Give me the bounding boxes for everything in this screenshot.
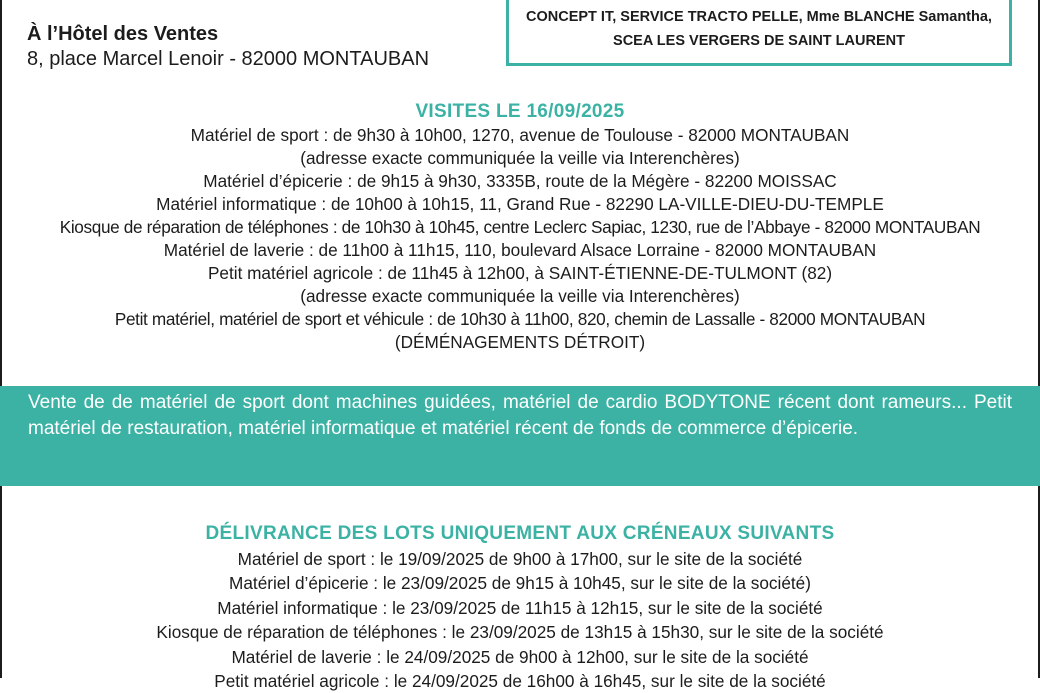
visits-list bbox=[0, 124, 1040, 354]
sale-description-banner bbox=[0, 386, 1040, 486]
visit-line: Kiosque de réparation de téléphones : de 10h30 à 10h45, centre Leclerc Sapiac, 1230, rue de l’Abbaye - 82000 MONTAUBAN bbox=[59, 217, 981, 237]
seller-line bbox=[509, 0, 1009, 5]
delivery-title: DÉLIVRANCE DES LOTS UNIQUEMENT AUX CRÉNEAUX SUIVANTS bbox=[205, 523, 835, 544]
sellers-box bbox=[506, 0, 1012, 66]
seller-line: CONCEPT IT, SERVICE TRACTO PELLE, Mme BLANCHE Samantha, bbox=[526, 8, 992, 25]
visit-line: Petit matériel agricole : de 11h45 à 12h00, à SAINT-ÉTIENNE-DE-TULMONT (82) bbox=[207, 263, 833, 283]
venue-name: À l’Hôtel des Ventes bbox=[27, 23, 219, 45]
visit-line: (adresse exacte communiquée la veille via Interenchères) bbox=[300, 148, 740, 168]
delivery-line: Matériel de sport : le 19/09/2025 de 9h00 à 17h00, sur le site de la société bbox=[237, 549, 803, 569]
delivery-line: Matériel de laverie : le 24/09/2025 de 9h00 à 12h00, sur le site de la société bbox=[231, 646, 809, 667]
visit-line: (DÉMÉNAGEMENTS DÉTROIT) bbox=[394, 332, 646, 352]
seller-line: SCEA LES VERGERS DE SAINT LAURENT bbox=[613, 33, 905, 49]
visit-line: Matériel d’épicerie : de 9h15 à 9h30, 3335B, route de la Mégère - 82200 MOISSAC bbox=[203, 171, 837, 191]
visit-line: Matériel de sport : de 9h30 à 10h00, 1270, avenue de Toulouse - 82000 MONTAUBAN bbox=[190, 125, 850, 145]
delivery-line: Petit matériel agricole : le 24/09/2025 de 16h00 à 16h45, sur le site de la société bbox=[214, 671, 826, 692]
visit-line: Matériel de laverie : de 11h00 à 11h15, 110, boulevard Alsace Lorraine - 82000 MONTAUBAN bbox=[163, 240, 877, 260]
visit-line: Matériel informatique : de 10h00 à 10h15, 11, Grand Rue - 82290 LA-VILLE-DIEU-DU-TEMPLE bbox=[156, 194, 884, 214]
delivery-line: Matériel d’épicerie : le 23/09/2025 de 9h15 à 10h45, sur le site de la société) bbox=[229, 573, 811, 594]
visit-line: (adresse exacte communiquée la veille via Interenchères) bbox=[300, 286, 740, 306]
delivery-line: Kiosque de réparation de téléphones : le 23/09/2025 de 13h15 à 15h30, sur le site de la société bbox=[156, 622, 884, 643]
venue-block bbox=[27, 22, 429, 72]
venue-address: 8, place Marcel Lenoir - 82000 MONTAUBAN bbox=[27, 48, 430, 70]
delivery-list bbox=[0, 547, 1040, 693]
visit-line: Petit matériel, matériel de sport et véhicule : de 10h30 à 11h00, 820, chemin de Lassalle - 82000 MONTAUBAN bbox=[114, 309, 926, 329]
sale-description-text: Vente de de matériel de sport dont machines guidées, matériel de cardio BODYTONE récent dont rameurs... Petit matériel de restauration, matériel informatique et matériel récent de fonds de commerce d’épicerie. bbox=[28, 392, 1012, 439]
visits-title: VISITES LE 16/09/2025 bbox=[415, 101, 625, 122]
delivery-line: Matériel informatique : le 23/09/2025 de 11h15 à 12h15, sur le site de la société bbox=[217, 597, 823, 618]
